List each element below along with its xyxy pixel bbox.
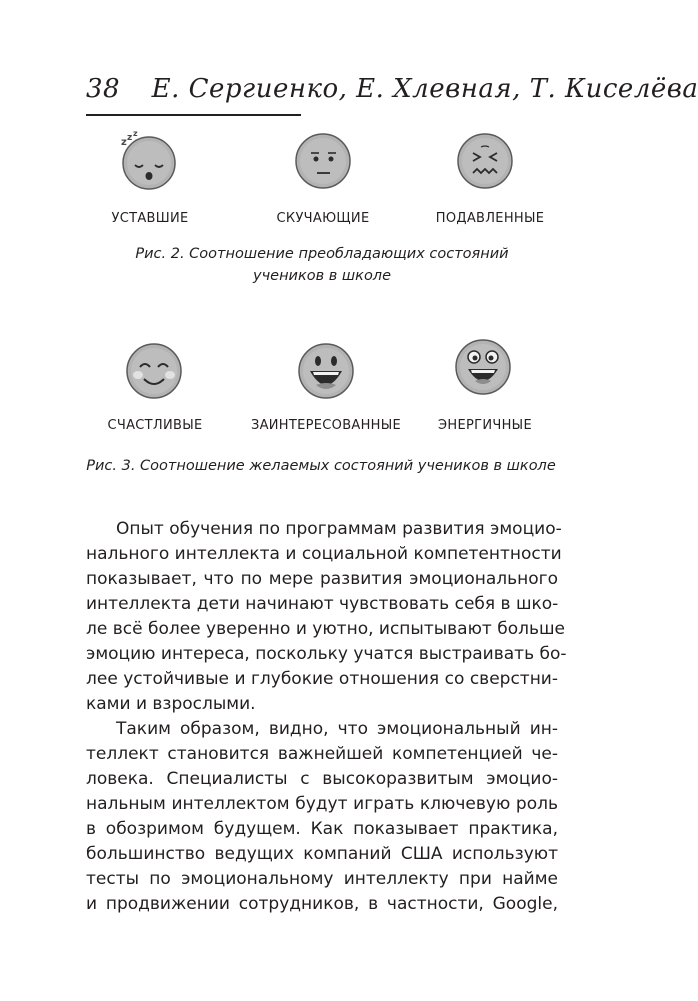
paragraph-line: нальным интеллектом будут играть ключевую роль [86,794,558,814]
figure-3-caption: Рис. 3. Соотношение желаемых состояний учеников в школе [86,458,556,474]
tired-face-icon [119,131,179,191]
paragraph-line: показывает, что по мере развития эмоционального [86,569,558,589]
paragraph-line: ловека. Специалисты с высокоразвитым эмоцио- [86,769,558,789]
figure-2-caption [86,243,558,287]
paragraph-line: Опыт обучения по программам развития эмоцио- [116,519,562,539]
paragraph-line: Таким образом, видно, что эмоциональный ин- [116,719,558,739]
label-happy: СЧАСТЛИВЫЕ [107,418,203,433]
paragraph-line: большинство ведущих компаний США используют [86,844,558,864]
label-tired: УСТАВШИЕ [111,211,189,226]
label-energetic: ЭНЕРГИЧНЫЕ [438,418,532,433]
paragraph-1 [86,517,567,717]
label-interested: ЗАИНТЕРЕСОВАННЫЕ [250,418,402,433]
svg-text:z: z [133,129,138,138]
header-title [86,74,698,104]
interested-face-icon [296,341,356,401]
paragraph-2 [86,717,558,917]
paragraph-line: ками и взрослыми. [86,694,256,714]
energetic-face-icon [453,337,513,397]
paragraph-line: нального интеллекта и социальной компетентности [86,544,562,564]
happy-face-icon [124,341,184,401]
svg-text:z: z [121,137,127,148]
bored-face-icon [293,131,353,191]
label-depressed: ПОДАВЛЕННЫЕ [435,211,545,226]
paragraph-line: интеллекта дети начинают чувствовать себя в шко- [86,594,559,614]
header-authors: Е. Сергиенко, Е. Хлевная, Т. Киселёва [151,74,698,104]
paragraph-line: лее устойчивые и глубокие отношения со сверстни- [86,669,558,689]
figure-2-caption-line-1: Рис. 2. Соотношение преобладающих состояний [135,246,509,262]
paragraph-line: тесты по эмоциональному интеллекту при найме [86,869,558,889]
paragraph-line: и продвижении сотрудников, в частности, Google, [86,894,558,914]
page-number: 38 [86,74,121,104]
header-rule [86,114,301,116]
svg-text:z: z [127,133,133,143]
paragraph-line: теллект становится важнейшей компетенцией че- [86,744,558,764]
depressed-face-icon [455,131,515,191]
paragraph-line: эмоцию интереса, поскольку учатся выстраивать бо- [86,644,567,664]
paragraph-line: ле всё более уверенно и уютно, испытывают больше [86,619,565,639]
paragraph-line: в обозримом будущем. Как показывает практика, [86,819,558,839]
running-header [86,74,698,114]
figure-2-caption-line-2: учеников в школе [253,268,391,284]
label-bored: СКУЧАЮЩИЕ [276,211,370,226]
